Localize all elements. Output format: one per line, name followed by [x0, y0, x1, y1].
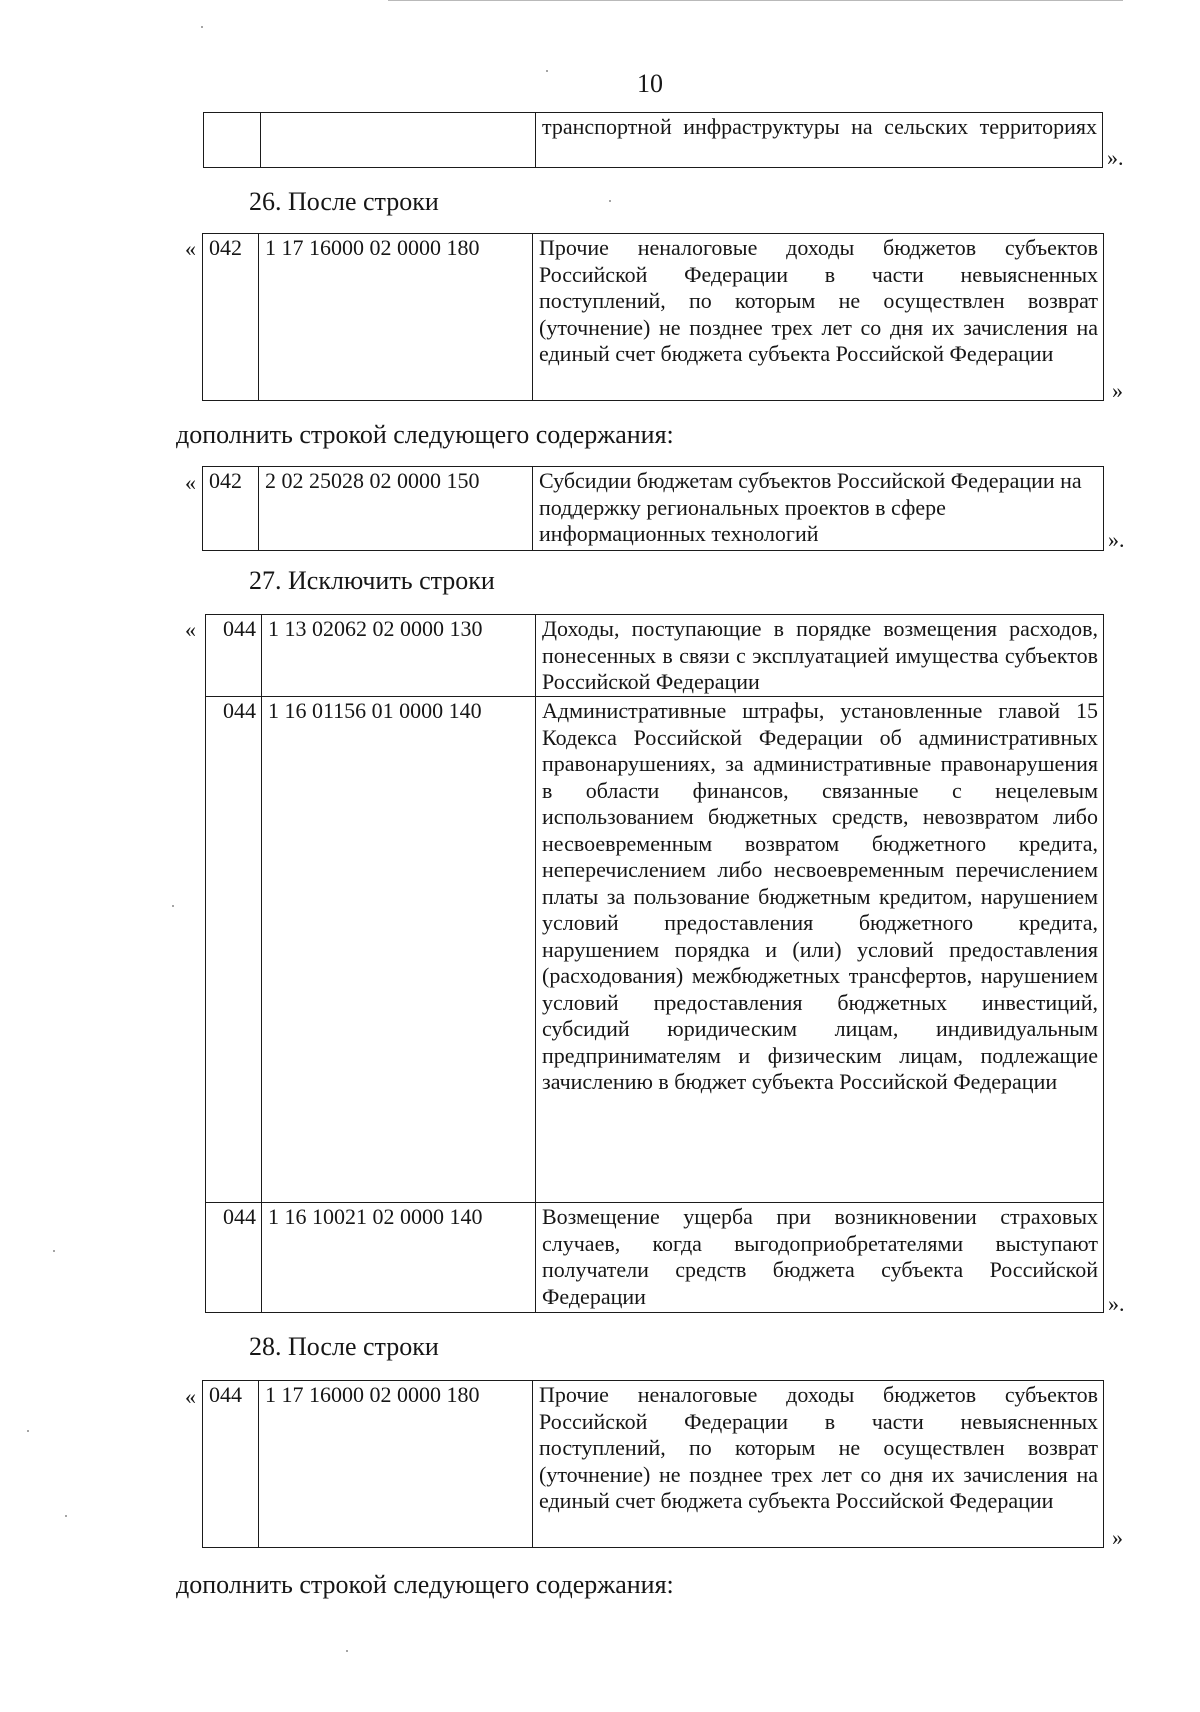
description-cell: Административные штрафы, установленные главой 15 Кодекса Российской Федерации об административных правонарушениях, за административные правонарушения в области финансов, связанные с нецелевым использованием бюджетных средств, невозвратом либо несвоевременным возвратом бюджетного кредита, неперечислением либо несвоевременным перечислением платы за пользование бюджетным кредитом, нарушением условий предоставления бюджетного кредита, нарушением порядка и (или) условий предоставления (расходования) межбюджетных трансфертов, нарушением условий предоставления бюджетных инвестиций, субсидий юридическим лицам, индивидуальным предпринимателям и физическим лицам, подлежащие зачислению в бюджет субъекта Российской Федерации	[536, 697, 1104, 1203]
close-quote: ».	[1107, 145, 1124, 170]
table-section-26-new	[202, 466, 1104, 551]
table-section-27	[205, 614, 1104, 1313]
description-cell: Прочие неналоговые доходы бюджетов субъектов Российской Федерации в части невыясненных поступлений, по которым не осуществлен возврат (уточнение) не позднее трех лет со дня их зачисления на единый счет бюджета субъекта Российской Федерации	[533, 1381, 1104, 1548]
scan-speck	[346, 1650, 348, 1652]
section-26-after-text: дополнить строкой следующего содержания:	[176, 420, 674, 449]
scan-top-edge	[388, 0, 1123, 1]
scan-speck	[546, 70, 548, 72]
table-section-26-existing	[202, 233, 1104, 401]
open-quote: «	[185, 470, 196, 495]
budget-code-cell: 1 16 01156 01 0000 140	[262, 697, 536, 1203]
description-cell: Прочие неналоговые доходы бюджетов субъектов Российской Федерации в части невыясненных поступлений, по которым не осуществлен возврат (уточнение) не позднее трех лет со дня их зачисления на единый счет бюджета субъекта Российской Федерации	[533, 234, 1104, 401]
open-quote: «	[185, 1384, 196, 1409]
budget-code-cell: 2 02 25028 02 0000 150	[259, 467, 533, 551]
scan-speck	[172, 905, 174, 907]
scan-speck	[201, 26, 203, 28]
budget-code-cell: 1 17 16000 02 0000 180	[259, 1381, 533, 1548]
admin-code-cell: 044	[203, 1381, 259, 1548]
scan-speck	[609, 200, 611, 202]
section-28-heading: 28. После строки	[249, 1332, 439, 1361]
budget-code-cell: 1 16 10021 02 0000 140	[262, 1203, 536, 1313]
admin-code-cell: 042	[203, 467, 259, 551]
open-quote: «	[185, 617, 196, 642]
table-row	[206, 615, 1104, 697]
table-row	[203, 467, 1104, 551]
table-row	[204, 113, 1103, 168]
description-cell: Субсидии бюджетам субъектов Российской Федерации на поддержку региональных проектов в сфере информационных технологий	[533, 467, 1104, 551]
scan-speck	[65, 1515, 67, 1517]
budget-code-cell	[261, 113, 536, 168]
scan-speck	[27, 1430, 29, 1432]
description-cell: Возмещение ущерба при возникновении страховых случаев, когда выгодоприобретателями выступают получатели средств бюджета субъекта Российской Федерации	[536, 1203, 1104, 1313]
budget-code-cell: 1 17 16000 02 0000 180	[259, 234, 533, 401]
scan-speck	[53, 1250, 55, 1252]
table-row	[203, 234, 1104, 401]
table-section-25-tail	[203, 112, 1103, 168]
open-quote: «	[185, 236, 196, 261]
budget-code-cell: 1 13 02062 02 0000 130	[262, 615, 536, 697]
close-quote: ».	[1108, 527, 1125, 552]
table-row	[206, 1203, 1104, 1313]
table-row	[203, 1381, 1104, 1548]
description-cell: транспортной инфраструктуры на сельских территориях	[536, 113, 1103, 168]
close-quote: »	[1112, 1525, 1123, 1550]
page-number: 10	[637, 69, 663, 98]
description-cell: Доходы, поступающие в порядке возмещения расходов, понесенных в связи с эксплуатацией имущества субъектов Российской Федерации	[536, 615, 1104, 697]
close-quote: ».	[1108, 1291, 1125, 1316]
table-section-28-existing	[202, 1380, 1104, 1548]
section-27-heading: 27. Исключить строки	[249, 566, 495, 595]
table-row	[206, 697, 1104, 1203]
admin-code-cell	[204, 113, 261, 168]
admin-code-cell: 044	[206, 1203, 262, 1313]
section-28-after-text: дополнить строкой следующего содержания:	[176, 1570, 674, 1599]
close-quote: »	[1112, 378, 1123, 403]
section-26-heading: 26. После строки	[249, 187, 439, 216]
admin-code-cell: 044	[206, 697, 262, 1203]
admin-code-cell: 042	[203, 234, 259, 401]
admin-code-cell: 044	[206, 615, 262, 697]
